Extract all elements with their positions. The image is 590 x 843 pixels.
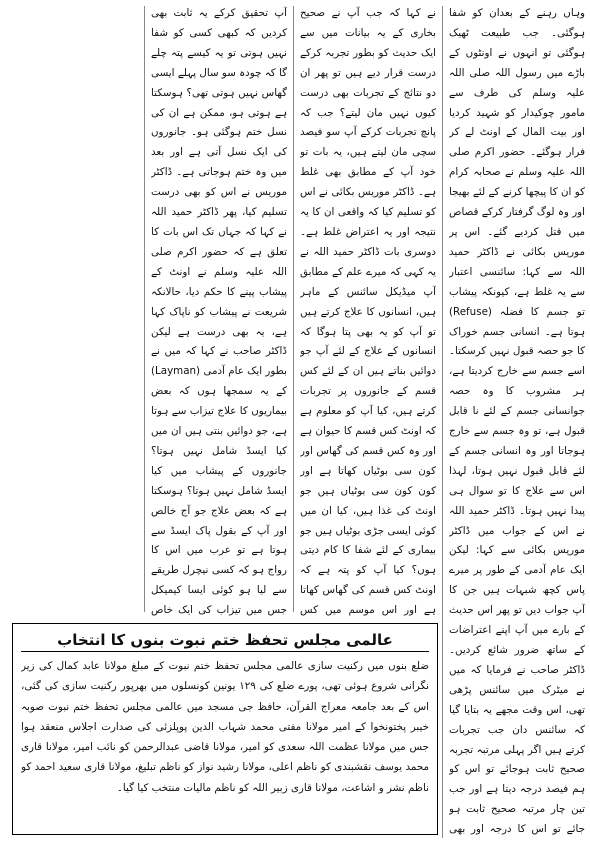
news-box bbox=[12, 623, 438, 835]
column-rule bbox=[442, 6, 443, 838]
column-rule bbox=[144, 6, 145, 612]
article-column-4 bbox=[2, 4, 138, 619]
news-box-title: عالمی مجلس تحفظ ختم نبوت بنوں کا انتخاب bbox=[21, 629, 429, 652]
article-column-3 bbox=[151, 4, 287, 619]
column-text: آپ تحقیق کرکے یہ ثابت بھی کردیں کہ کبھی کسی کو شفا نہیں ہوتی تو یہ کیسے پتہ چلے گا کہ چودہ سو سال پہلے ایسی گھاس نہیں ہوتی تھی؟ ہوسکتا ہے ہوتی ہو، ممکن ہے ان کی نسل ختم ہوگئی ہو۔ جانوروں کی ایک نسل آتی ہے اور بعد میں وہ ختم ہوجاتی ہے۔ ڈاکٹر موریس نے اس کو بھی درست تسلیم کیا، پھر ڈاکٹر حمید اللہ نے کہا کہ جہاں تک اس بات کا تعلق ہے کہ حضور اکرم صلی اللہ علیہ وسلم نے اونٹ کے پیشاب پینے کا حکم دیا، حالانکہ شریعت نے پیشاب کو ناپاک کہا ہے، یہ بھی درست ہے لیکن ڈاکٹر صاحب نے کہا کہ میں نے بطور ایک عام آدمی (Layman) کے یہ سمجھا ہوں کہ بعض بیماریوں کا علاج تیزاب سے ہوتا ہے، جو دوائیں بنتی ہیں ان میں کیا ایسڈ شامل نہیں ہوتا؟ جانوروں کے پیشاب میں کیا ایسڈ شامل نہیں ہوتا؟ ہوسکتا ہے کہ بعض علاج جو آج خالص اور آپ کے بقول پاک ایسڈ سے ہوتا ہے تو عرب میں اس کا رواج ہو کہ کسی نیچرل طریقے سے لیا ہو کوئی ایسا کیمیکل جس میں تیزاب کی ایک خاص bbox=[151, 7, 287, 617]
column-rule bbox=[293, 6, 294, 612]
column-text: وہاں رہنے کے بعدان کو شفا ہوگئی۔ جب طبیعت ٹھیک ہوگئی تو انہوں نے اونٹوں کے باڑے میں رسول اللہ صلی اللہ علیہ وسلم کی طرف سے مامور چوکیدار کو شہید کردیا اور بیت المال کے اونٹ لے کر فرار ہوگئے۔ حضور اکرم صلی اللہ علیہ وسلم نے صحابہ کرام کو ان کا پیچھا کرنے کے لئے بھیجا اور وہ لوگ گرفتار کرکے قصاص میں قتل کردیے گئے۔ اس پر موریس بکائی نے ڈاکٹر حمید اللہ سے کہا: سائنسی اعتبار سے یہ غلط ہے، کیونکہ پیشاب تو جسم کا فضلہ (Refuse) ہوتا ہے۔ انسانی جسم خوراک کا جو حصہ قبول نہیں کرسکتا۔ اسے جسم سے خارج کردیتا ہے، ہر مشروب کا وہ حصہ جوانسانی جسم کے لئے نا قابل قبول ہے، تو وہ جسم سے خارج ہوجاتا اور وہ انسانی جسم کے لئے قابل قبول نہیں ہوتا، لہذا اس سے علاج کا تو سوال ہی پیدا نہیں ہوتا۔ ڈاکٹر حمید اللہ نے اس کے جواب میں ڈاکٹر موریس بکائی سے کہا: لیکن ایک عام آدمی کے طور پر میرے پاس کچھ شبہات ہیں جن کا آپ جواب دیں تو پھر اس حدیث کے بارے میں آپ اپنے اعتراضات کے ساتھ ضرور شائع کردیں۔ ڈاکٹر صاحب نے فرمایا کہ میں نے میٹرک میں سائنس پڑھی تھی، اس وقت مجھے یہ بتایا گیا کہ سائنس دان جب تجربات کرتے ہیں اگر پہلی مرتبہ تجربہ صحیح ثابت ہوجائے تو اس کو ہم فیصد درجہ دیتا ہے اور جب تین چار مرتبہ صحیح ثابت ہو جائے تو اس کا درجہ اور بھی bbox=[449, 7, 585, 836]
column-text: نے کہا کہ جب آپ نے صحیح بخاری کے یہ بیانات میں سے ایک حدیث کو بطور تجربہ کرکے درست قرار دیے ہیں تو پھر ان دو نتائج کے تجربات بھی درست کیوں نہیں مان لیتے؟ جب کہ پانچ تجربات کرکے آپ سو فیصد سچی مان لیتے ہیں، یہ بات تو خود آپ کے مطابق بھی غلط ہے۔ ڈاکٹر موریس بکائی نے اس کو تسلیم کیا کہ واقعی ان کا یہ نتیجہ اور یہ اعتراض غلط ہے۔ دوسری بات ڈاکٹر حمید اللہ نے یہ کہی کہ میرے علم کے مطابق آپ میڈیکل سائنس کے ماہر ہیں، انسانوں کا علاج کرتے ہیں تو آپ کو یہ بھی پتا ہوگا کہ انسانوں کے علاج کے لئے آپ جو دوائیں بناتے ہیں ان کے لئے کس قسم کے جانوروں پر تجربات کرتے ہیں، کیا آپ کو معلوم ہے کہ اونٹ کس قسم کا حیوان ہے اور وہ کس قسم کی گھاس اور کون سی بوٹیاں کھاتا ہے اور کون کون سی بوٹیاں ہیں جو اونٹ کی غذا ہیں، کیا ان میں کوئی ایسی جڑی بوٹیاں ہیں جو بیماری کے لئے شفا کا کام دیتی ہوں؟ کیا آپ کو پتہ ہے کہ اونٹ کس قسم کی گھاس کھاتا ہے اور اس موسم میں کس bbox=[300, 7, 436, 617]
article-column-2 bbox=[300, 4, 436, 619]
news-box-body: ضلع بنوں میں رکنیت سازی عالمی مجلس تحفظ ختم نبوت کے مبلغ مولانا عابد کمال کی زیر نگرانی شروع ہوئی تھی، پورے ضلع کی ۱۲۹ یونین کونسلوں میں بھرپور رکنیت سازی کی گئی، اس کے بعد جامعہ معراج القرآن، حافظ جی مسجد میں عالمی مجلس تحفظ ختم نبوت صوبہ خیبر پختونخوا کے امیر مولانا مفتی محمد شہاب الدین پوپلزئی کی صدارت اجلاس منعقد ہوا جس میں مولانا عظمت اللہ سعدی کو امیر، مولانا قاضی عبدالرحمن کو نائب امیر، مولانا قاری محمد یوسف نقشبندی کو ناظم اعلی، مولانا رشید نواز کو ناظم تبلیغ، مولانا قاری سعید احمد کو ناظم نشر و اشاعت، مولانا قاری زبیر اللہ کو ناظم مالیات منتخب کیا گیا۔ bbox=[21, 660, 429, 794]
article-column-1 bbox=[449, 4, 585, 838]
